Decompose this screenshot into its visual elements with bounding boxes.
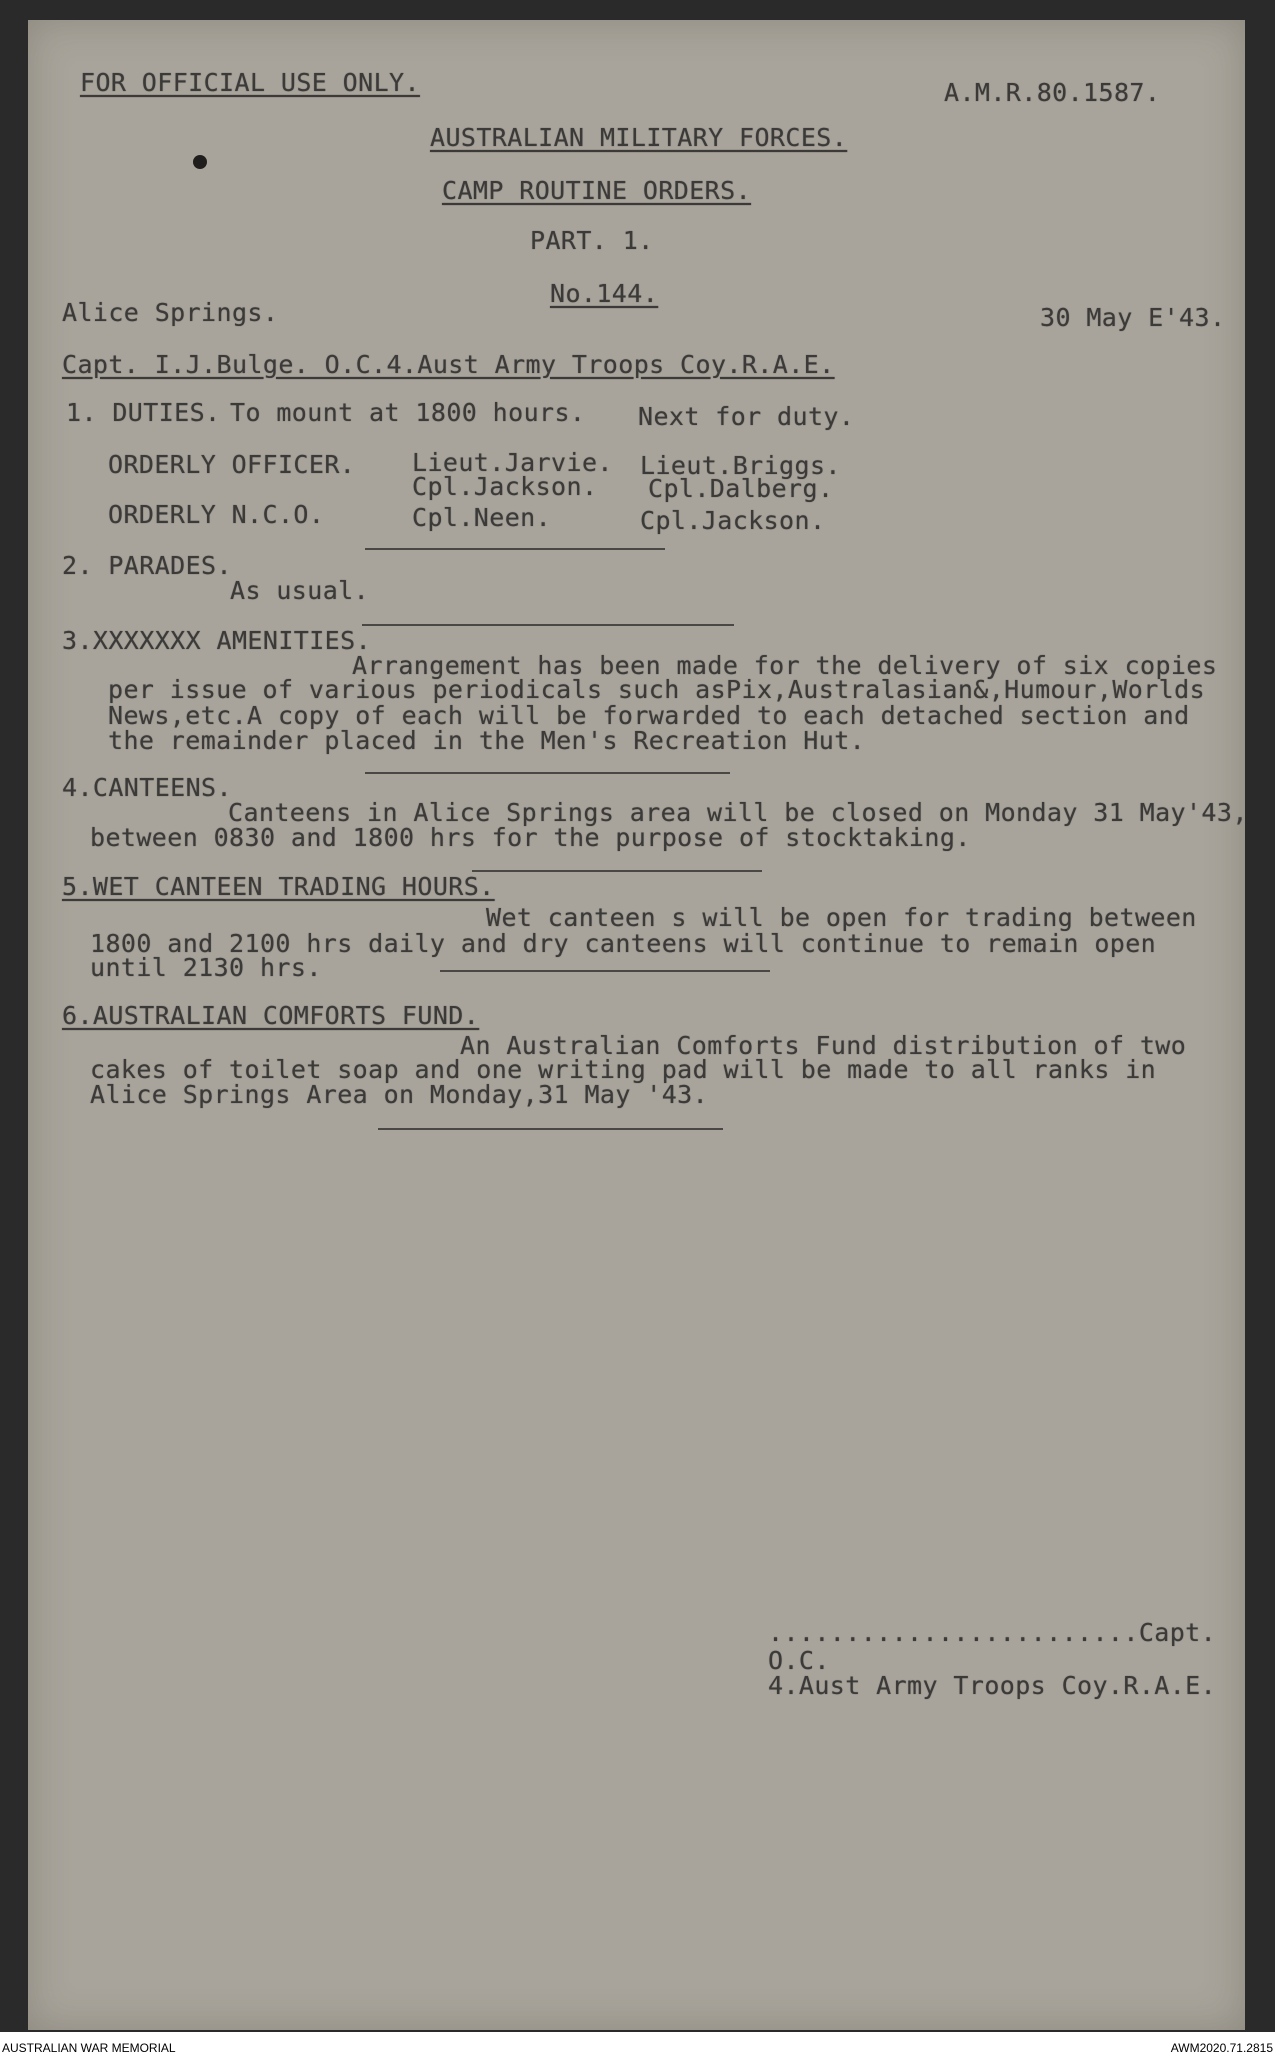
canteens-line: between 0830 and 1800 hrs for the purpose of stocktaking. bbox=[90, 823, 971, 852]
wet-canteen-line: until 2130 hrs. bbox=[90, 953, 322, 982]
signature-unit: 4.Aust Army Troops Coy.R.A.E. bbox=[768, 1671, 1217, 1700]
footer-accession: AWM2020.71.2815 bbox=[1170, 2041, 1273, 2055]
divider bbox=[378, 1128, 723, 1130]
divider bbox=[440, 970, 770, 972]
wet-canteen-heading: 5.WET CANTEEN TRADING HOURS. bbox=[62, 872, 495, 901]
next-for-duty-label: Next for duty. bbox=[638, 402, 855, 431]
canteens-heading: 4.CANTEENS. bbox=[62, 773, 232, 802]
order-number: No.144. bbox=[550, 279, 659, 308]
comforts-fund-heading: 6.AUSTRALIAN COMFORTS FUND. bbox=[62, 1001, 480, 1030]
divider bbox=[362, 624, 734, 626]
ink-blot bbox=[193, 155, 207, 169]
form-reference: A.M.R.80.1587. bbox=[944, 78, 1161, 107]
orderly-officer-next: Lieut.Briggs. bbox=[640, 451, 841, 480]
divider bbox=[365, 772, 730, 774]
amenities-line: Arrangement has been made for the delivery of six copies bbox=[352, 651, 1218, 680]
orderly-nco-now-1: Cpl.Jackson. bbox=[412, 472, 598, 501]
divider bbox=[365, 548, 665, 550]
signature-role: O.C. bbox=[768, 1646, 830, 1675]
orderly-nco-next-1: Cpl.Dalberg. bbox=[648, 474, 834, 503]
duties-text: To mount at 1800 hours. bbox=[230, 398, 586, 427]
orderly-nco-label: ORDERLY N.C.O. bbox=[108, 500, 325, 529]
canteens-line: Canteens in Alice Springs area will be closed on Monday 31 May'43, bbox=[228, 798, 1248, 827]
comforts-fund-line: Alice Springs Area on Monday,31 May '43. bbox=[90, 1080, 709, 1109]
document-title: AUSTRALIAN MILITARY FORCES. bbox=[430, 123, 848, 152]
amenities-line: News,etc.A copy of each will be forwarded to each detached section and bbox=[108, 701, 1190, 730]
amenities-line: the remainder placed in the Men's Recreation Hut. bbox=[108, 726, 866, 755]
wet-canteen-line: Wet canteen s will be open for trading between bbox=[486, 903, 1197, 932]
classification: FOR OFFICIAL USE ONLY. bbox=[80, 68, 420, 97]
orderly-officer-now: Lieut.Jarvie. bbox=[412, 448, 613, 477]
authority-line: Capt. I.J.Bulge. O.C.4.Aust Army Troops Coy.R.A.E. bbox=[62, 350, 835, 379]
amenities-heading: 3.XXXXXXX AMENITIES. bbox=[62, 626, 372, 655]
footer-institution: AUSTRALIAN WAR MEMORIAL bbox=[2, 2041, 176, 2055]
parades-heading: 2. PARADES. bbox=[62, 551, 232, 580]
archive-footer bbox=[0, 2032, 1275, 2061]
orderly-nco-next-2: Cpl.Jackson. bbox=[640, 506, 826, 535]
orderly-officer-label: ORDERLY OFFICER. bbox=[108, 450, 356, 479]
place: Alice Springs. bbox=[62, 298, 279, 327]
comforts-fund-line: cakes of toilet soap and one writing pad will be made to all ranks in bbox=[90, 1055, 1157, 1084]
date: 30 May E'43. bbox=[1040, 303, 1226, 332]
orderly-nco-now-2: Cpl.Neen. bbox=[412, 503, 552, 532]
signature-line: ........................Capt. bbox=[768, 1618, 1217, 1647]
parades-text: As usual. bbox=[230, 576, 370, 605]
duties-heading: 1. DUTIES. bbox=[66, 398, 221, 427]
amenities-line: per issue of various periodicals such asPix,Australasian&,Humour,Worlds bbox=[108, 675, 1206, 704]
comforts-fund-line: An Australian Comforts Fund distribution of two bbox=[460, 1031, 1187, 1060]
wet-canteen-line: 1800 and 2100 hrs daily and dry canteens will continue to remain open bbox=[90, 929, 1157, 958]
document-subtitle: CAMP ROUTINE ORDERS. bbox=[442, 176, 752, 205]
part-number: PART. 1. bbox=[530, 226, 654, 255]
divider bbox=[472, 870, 762, 872]
